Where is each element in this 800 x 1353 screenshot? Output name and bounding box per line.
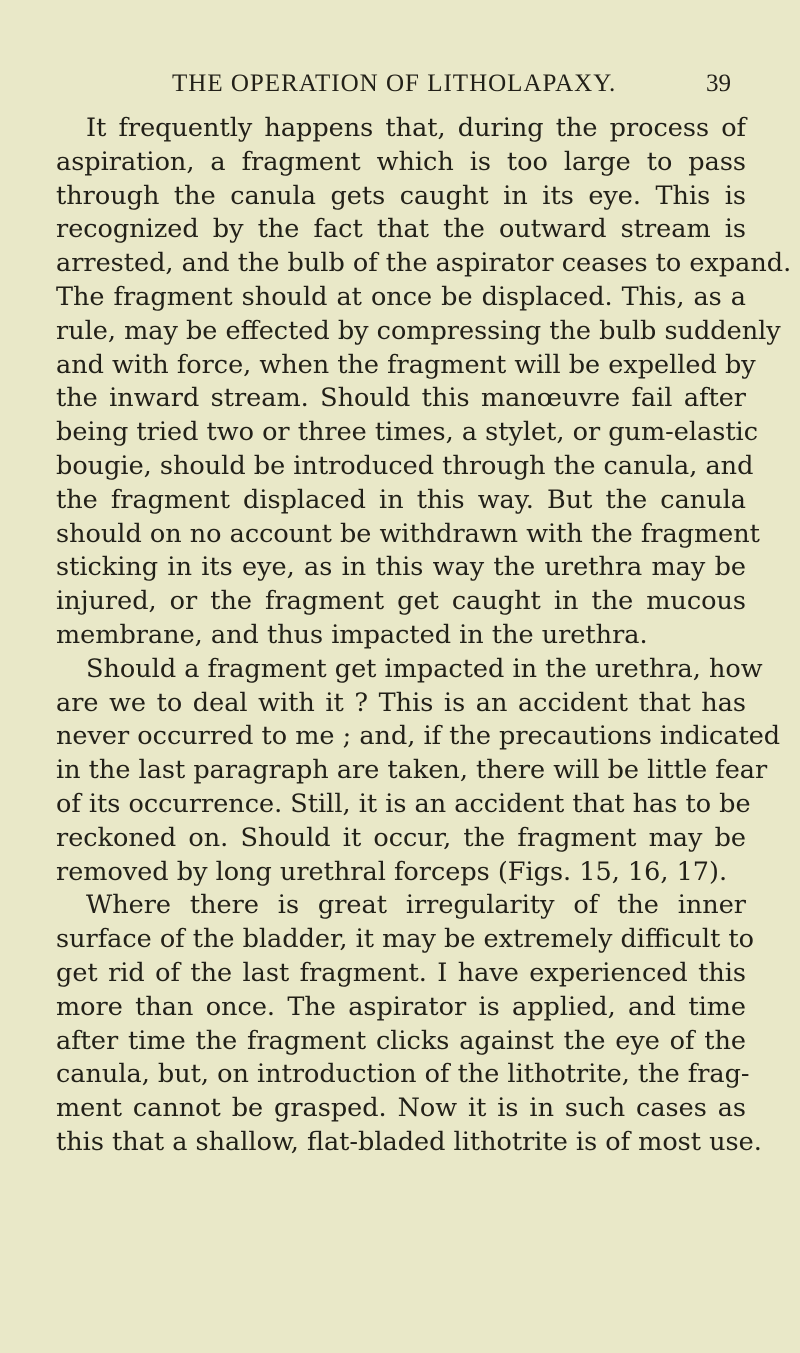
text-line: the fragment displaced in this way. But the canula: [56, 484, 746, 515]
text-line: ment cannot be grasped. Now it is in such cases as: [56, 1093, 746, 1124]
text-line: this that a shallow, flat-bladed lithotrite is of most use.: [56, 1126, 762, 1157]
text-line: Should a fragment get impacted in the urethra, how: [86, 653, 763, 684]
text-line: are we to deal with it ? This is an accident that has: [56, 687, 746, 718]
text-line: recognized by the fact that the outward stream is: [56, 214, 746, 245]
text-line: in the last paragraph are taken, there will be little fear: [56, 755, 768, 786]
text-line: surface of the bladder, it may be extremely difficult to: [56, 924, 755, 955]
text-line: membrane, and thus impacted in the urethra.: [56, 619, 648, 650]
text-line: never occurred to me ; and, if the precautions indicated: [56, 721, 781, 752]
text-line: aspiration, a fragment which is too large to pass: [56, 146, 746, 177]
text-line: sticking in its eye, as in this way the urethra may be: [56, 552, 746, 583]
text-line: the inward stream. Should this manœuvre fail after: [56, 383, 746, 414]
text-line: arrested, and the bulb of the aspirator ceases to expand.: [56, 248, 792, 279]
text-line: should on no account be withdrawn with the fragment: [56, 518, 760, 549]
text-line: canula, but, on introduction of the lithotrite, the frag-: [56, 1059, 750, 1090]
text-line: reckoned on. Should it occur, the fragment may be: [56, 822, 746, 853]
text-line: Where there is great irregularity of the inner: [86, 890, 746, 921]
text-line: more than once. The aspirator is applied, and time: [56, 991, 746, 1022]
text-line: removed by long urethral forceps (Figs. 15, 16, 17).: [56, 856, 728, 887]
running-title: THE OPERATION OF LITHOLAPAXY.: [172, 70, 617, 97]
text-line: It frequently happens that, during the process of: [86, 113, 746, 143]
text-line: injured, or the fragment get caught in the mucous: [56, 586, 746, 617]
text-line: get rid of the last fragment. I have experienced this: [56, 957, 746, 988]
text-line: and with force, when the fragment will be expelled by: [56, 349, 756, 380]
running-head: [0, 64, 800, 104]
text-line: after time the fragment clicks against the eye of the: [56, 1025, 746, 1056]
text-line: bougie, should be introduced through the canula, and: [56, 450, 754, 481]
text-line: of its occurrence. Still, it is an accident that has to be: [56, 788, 751, 819]
text-line: through the canula gets caught in its eye. This is: [56, 180, 746, 211]
text-line: The fragment should at once be displaced. This, as a: [56, 281, 746, 312]
page-number: 39: [706, 70, 731, 97]
text-line: being tried two or three times, a stylet, or gum-elastic: [56, 417, 758, 448]
text-line: rule, may be effected by compressing the bulb suddenly: [56, 315, 781, 346]
body-text: [56, 112, 792, 1160]
